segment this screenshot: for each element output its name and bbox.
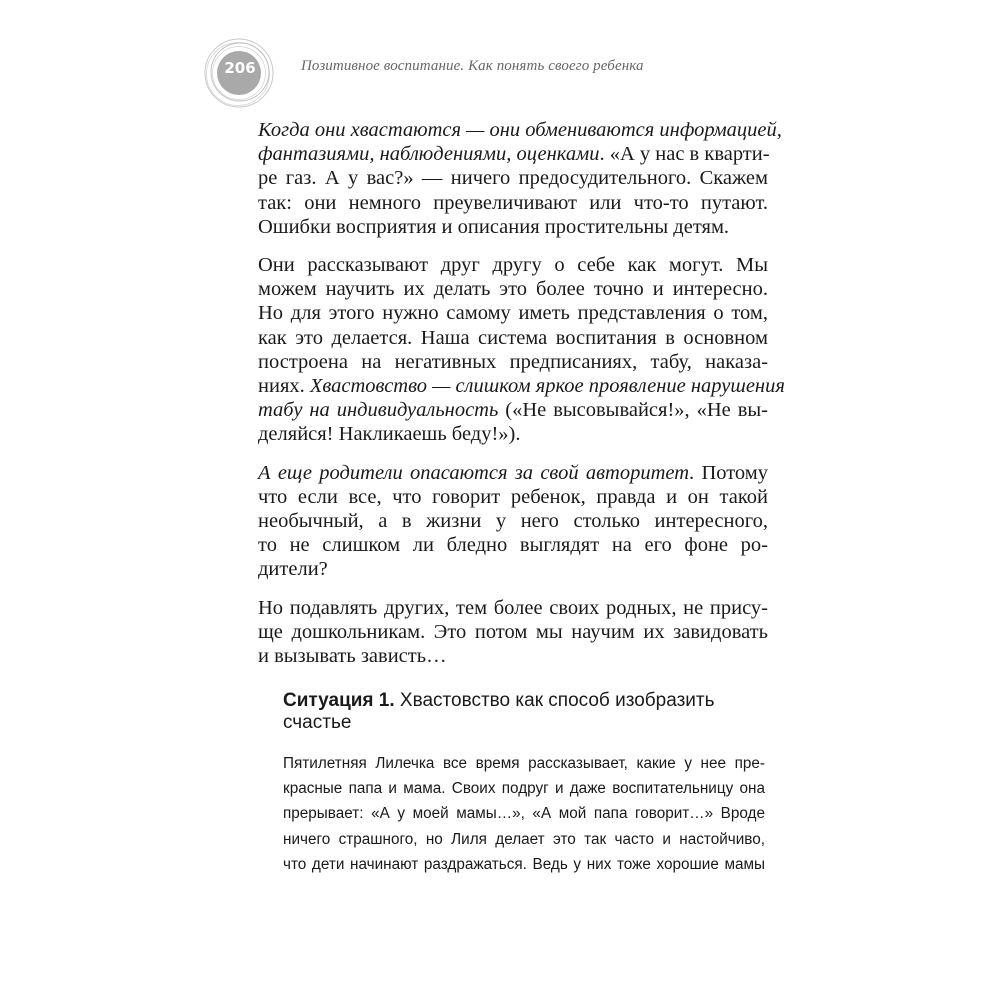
text-line — [258, 277, 768, 301]
text-line — [258, 215, 768, 239]
text-line — [258, 422, 768, 446]
text-line — [258, 398, 768, 422]
text-run: . Потому — [689, 461, 768, 484]
text-run: деляйся! Накликаешь беду!»). — [258, 423, 521, 446]
situation-line: что дети начинают раздражаться. Ведь у них тоже хорошие мамы — [283, 855, 765, 873]
text-line — [258, 191, 768, 215]
paragraph — [258, 596, 768, 669]
text-run: построена на негативных предписаниях, табу, наказа- — [258, 350, 768, 373]
text-line — [258, 350, 768, 374]
text-run: Но для этого нужно самому иметь представления о том, — [258, 302, 768, 325]
situation-title: Хвастовство как способ изобразить счастье — [283, 690, 715, 733]
text-run: ниях. — [258, 375, 310, 398]
paragraph — [258, 253, 785, 447]
text-run: Но подавлять других, тем более своих родных, не прису- — [258, 596, 768, 619]
text-line — [258, 301, 768, 325]
text-line — [258, 533, 768, 557]
italic-text: фантазиями, наблюдениями, оценками — [258, 143, 600, 166]
text-run: что если все, что говорит ребенок, правда и он такой — [258, 485, 768, 508]
text-run: то не слишком ли бледно выглядят на его фоне ро- — [258, 534, 768, 557]
text-run: необычный, а в жизни у него столько интересного, — [258, 510, 768, 533]
text-line — [258, 620, 768, 644]
situation-line: прерывает: «А у моей мамы…», «А мой папа говорит…» Вроде — [283, 805, 765, 823]
text-run: . «А у нас в кварти- — [599, 143, 770, 166]
text-run: так: они немного преувеличивают или что-то путают. — [258, 191, 768, 214]
main-text — [258, 118, 785, 682]
text-line — [258, 596, 768, 620]
situation-label: Ситуация 1. — [283, 690, 395, 711]
paragraph — [258, 118, 782, 239]
italic-text: А еще родители опасаются за свой авторитет — [258, 461, 690, 484]
situation-line: красные папа и мама. Своих подруг и даже воспитательницу она — [283, 780, 765, 798]
situation-line: ничего страшного, но Лиля делает это так часто и настойчиво, — [283, 830, 765, 848]
italic-text: табу на индивидуальность — [258, 399, 499, 422]
italic-text: Когда они хвастаются — они обмениваются информацией, — [258, 119, 782, 141]
text-line — [258, 485, 768, 509]
text-line — [258, 461, 768, 485]
page-number: 206 — [224, 59, 256, 77]
text-line — [258, 166, 768, 190]
paragraph — [258, 461, 768, 582]
text-line — [258, 509, 768, 533]
text-line — [258, 253, 768, 277]
italic-text: Хвастовство — слишком яркое проявление нарушения — [309, 375, 785, 398]
situation-line: Пятилетняя Лилечка все время рассказывает, какие у нее пре- — [283, 755, 765, 772]
text-run: Ошибки восприятия и описания простительны детям. — [258, 215, 730, 238]
situation-heading — [283, 690, 763, 734]
text-run: ще дошкольникам. Это потом мы научим их завидовать — [258, 620, 768, 643]
text-line — [258, 557, 768, 581]
text-run: и вызывать зависть… — [258, 645, 447, 668]
text-run: ре газ. А у вас?» — ничего предосудительного. Скажем — [258, 167, 768, 190]
situation-text — [283, 751, 765, 877]
text-line — [258, 142, 768, 166]
text-run: Они рассказывают друг другу о себе как могут. Мы — [258, 254, 768, 277]
text-run: дители? — [258, 558, 328, 581]
text-run: можем научить их делать это более точно и интересно. — [258, 278, 768, 301]
text-run: («Не высовывайся!», «Не вы- — [498, 399, 768, 422]
text-run: как это делается. Наша система воспитания в основном — [258, 326, 768, 349]
text-line — [258, 326, 768, 350]
running-title: Позитивное воспитание. Как понять своего ребенка — [301, 58, 644, 74]
text-line — [258, 644, 768, 668]
text-line — [258, 374, 785, 398]
text-line — [258, 118, 782, 142]
